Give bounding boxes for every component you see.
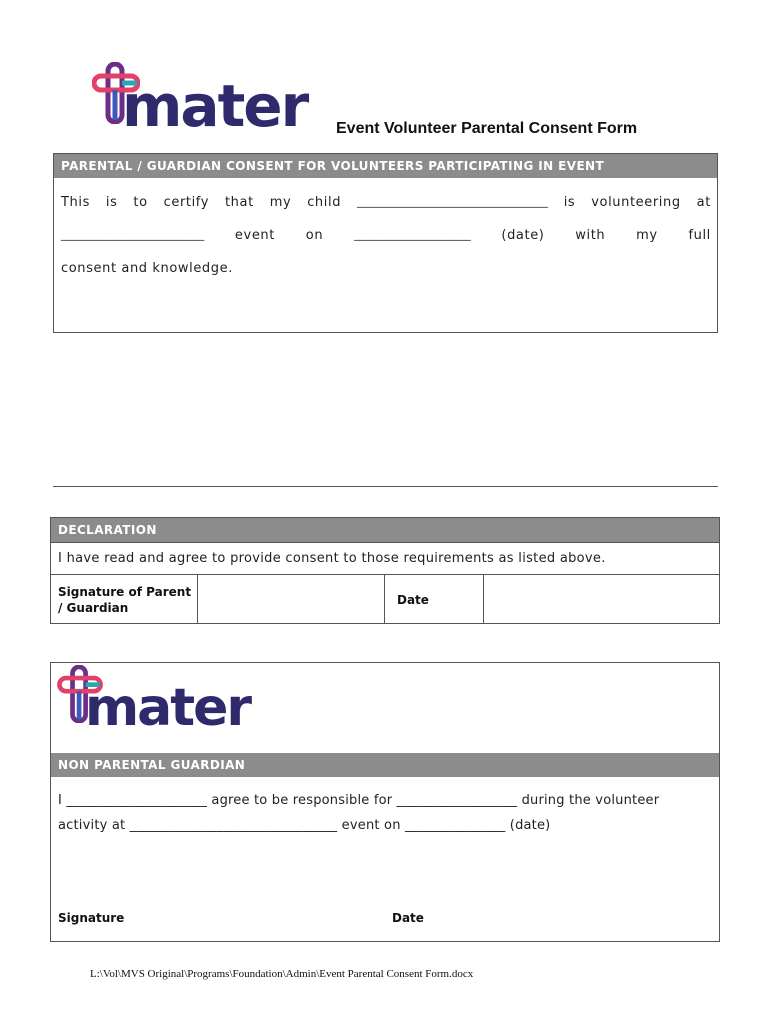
non-parental-date-label: Date [392, 911, 424, 925]
mater-logo [92, 62, 322, 142]
child-name-blank[interactable]: ____________________________________ [356, 195, 548, 208]
mater-wordmark: mater [85, 678, 251, 738]
non-parental-box [50, 662, 720, 942]
declaration-date-field[interactable] [484, 575, 718, 623]
declaration-table [50, 517, 720, 624]
consent-box [53, 153, 718, 333]
declaration-statement: I have read and agree to provide consent to those requirements as listed above. [58, 551, 606, 566]
event-date-blank[interactable]: ______________________ [353, 228, 471, 241]
form-title: Event Volunteer Parental Consent Form [336, 120, 638, 137]
section-divider [53, 486, 718, 487]
consent-line-3: consent and knowledge. [61, 261, 233, 276]
consent-line-2: ___________________________ event on ______________________ (date) with my full [61, 228, 711, 243]
mater-logo-small [57, 665, 287, 745]
event-name-blank[interactable]: ___________________________ [61, 228, 205, 241]
parent-signature-label: Signature of Parent / Guardian [58, 585, 192, 615]
non-parental-signature-label: Signature [58, 911, 125, 925]
non-parental-heading: NON PARENTAL GUARDIAN [51, 753, 719, 777]
declaration-heading: DECLARATION [51, 518, 719, 542]
declaration-date-label: Date [397, 593, 429, 607]
consent-line-1: This is to certify that my child ____________________________________ is volunteering at [61, 195, 711, 210]
parent-signature-field[interactable] [198, 575, 383, 623]
mater-wordmark: mater [122, 72, 308, 140]
non-parental-line-2: activity at _______________________________ event on _______________ (date) [58, 818, 551, 833]
file-path-footer: L:\Vol\MVS Original\Programs\Foundation\Admin\Event Parental Consent Form.docx [90, 968, 474, 980]
consent-heading: PARENTAL / GUARDIAN CONSENT FOR VOLUNTEERS PARTICIPATING IN EVENT [54, 154, 717, 178]
non-parental-line-1: I _____________________ agree to be responsible for __________________ during the volunteer [58, 793, 660, 808]
